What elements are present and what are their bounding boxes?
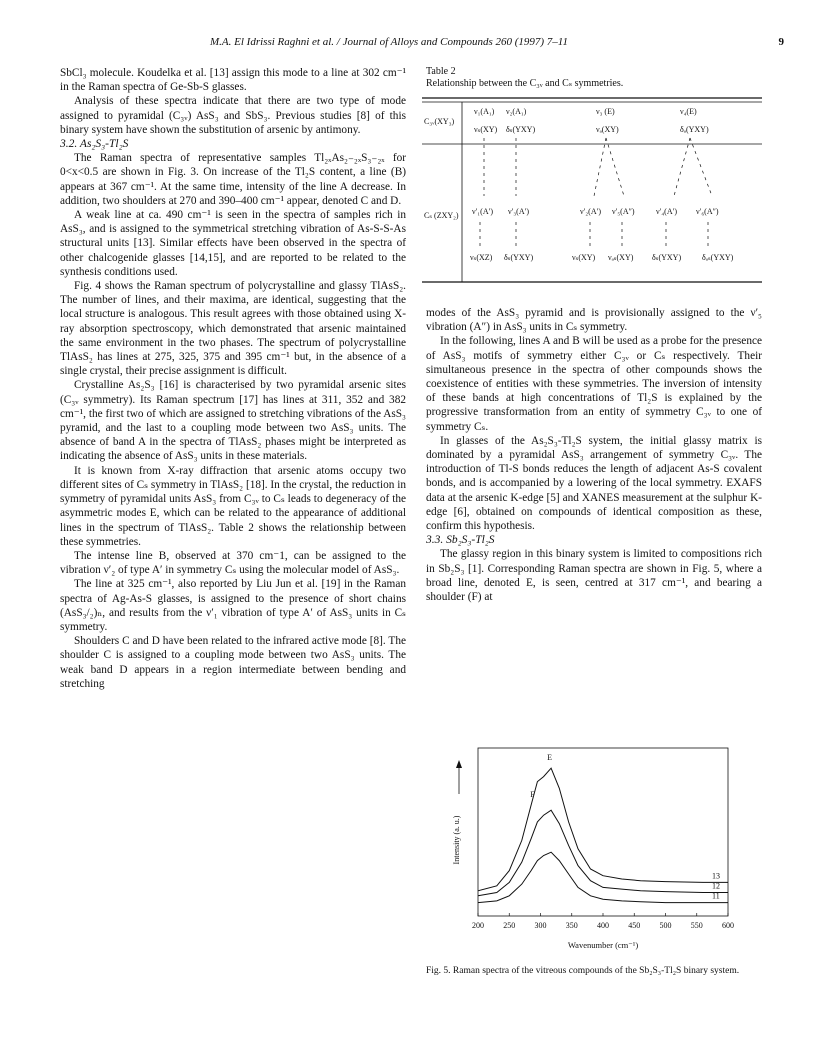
series-label: 11 bbox=[712, 891, 720, 901]
cs-coord: νₐₛ(XY) bbox=[608, 253, 634, 262]
paragraph: The intense line B, observed at 370 cm⁻1, can be assigned to the vibration ν′₂ of type A′ in symmetry Cₛ using the molecular model of AsS₃. bbox=[60, 549, 406, 577]
table-label: Table 2 bbox=[426, 66, 456, 77]
paragraph: It is known from X-ray diffraction that arsenic atoms occupy two different sites of Cₛ symmetry in TlAsS₂ [18]. In the crystal, the reduction in symmetry of pyramidal units AsS₃ from C₃ᵥ to Cₛ leads to degeneracy of the asymmetric modes E, which can be related to the appearance of additional lines in the spectrum of TlAsS₂. Table 2 shows the relationship between these symmetries. bbox=[60, 464, 406, 548]
cs-mode: ν′₆(A″) bbox=[696, 207, 719, 216]
x-tick-label: 200 bbox=[472, 921, 484, 930]
cs-mode: ν′₂(A′) bbox=[580, 207, 602, 216]
paragraph: Crystalline As₂S₃ [16] is characterised by two pyramidal arsenic sites (C₃ᵥ symmetry). Its Raman spectrum [17] has lines at 311, 352 and 382 cm⁻¹, the first two of which are assigned to stretching vibrations of the AsS₃ pyramid, and the last to a coupling mode between two AsS₃ units. The absence of band A in the spectra of TlAsS₂ phases might be interpreted as indicating the absence of AsS₃ units in these materials. bbox=[60, 379, 406, 463]
c3v-coord: δₛ(YXY) bbox=[506, 125, 536, 134]
c3v-coord: νₐ(XY) bbox=[596, 125, 619, 134]
paragraph: In the following, lines A and B will be used as a probe for the presence of AsS₃ motifs of symmetry either C₃ᵥ or Cₛ respectively. Their simultaneous presence in the spectra of other compounds shows the coexistence of entities with these symmetries. The inversion of intensity of these bands at high concentrations of Tl₂S is explained by the progressive transformation from an entity of symmetry C₃ᵥ to one of symmetry Cₛ. bbox=[426, 335, 762, 433]
left-column bbox=[60, 66, 406, 691]
table-title: Relationship between the C₃ᵥ and Cₛ symmetries. bbox=[426, 78, 624, 89]
c3v-mode: ν₄(E) bbox=[680, 107, 697, 116]
figure-caption: Fig. 5. Raman spectra of the vitreous compounds of the Sb₂S₃-Tl₂S binary system. bbox=[426, 966, 740, 976]
x-tick-label: 550 bbox=[690, 921, 703, 930]
paragraph: A weak line at ca. 490 cm⁻¹ is seen in the spectra of samples rich in AsS₃, and is assigned to the symmetrical stretching vibration of As-S-S-As structural units [13]. Similar effects have been observed in the spectra of other chalcogenide glasses [14,15], and are reported to be related to the synthesis conditions used. bbox=[60, 209, 406, 278]
y-axis-arrow bbox=[456, 760, 462, 794]
x-tick-label: 450 bbox=[628, 921, 641, 930]
spectrum-line-11 bbox=[478, 852, 728, 902]
row-label-c3v: C₃ᵥ(XY₃) bbox=[424, 117, 455, 126]
series-label-group bbox=[712, 871, 720, 900]
x-tick-label: 250 bbox=[503, 921, 516, 930]
y-axis-label: Intensity (a. u.) bbox=[452, 815, 461, 865]
paragraph: Fig. 4 shows the Raman spectrum of polycrystalline and glassy TlAsS₂. The number of lines, and their maxima, are identical, suggesting that the local structure is analogous. This result agrees with those obtained using X-ray absorption spectroscopy, which demonstrated that arsenic maintained the same environment in the two phases. The spectrum of polycrystalline TlAsS₂ has lines at 275, 325, 375 and 395 cm⁻¹ but, in the absence of a single crystal, their precise assignment is difficult. bbox=[60, 280, 406, 378]
x-tick-label: 300 bbox=[534, 921, 547, 930]
series-label: 13 bbox=[712, 871, 720, 881]
series-group bbox=[478, 768, 728, 902]
page-number: 9 bbox=[778, 36, 784, 48]
cs-mode: ν′₅(A″) bbox=[612, 207, 635, 216]
section-heading: 3.2. As₂S₃-Tl₂S bbox=[60, 138, 129, 151]
x-tick-label: 400 bbox=[597, 921, 609, 930]
peak-annotation: F bbox=[530, 790, 535, 800]
cs-coord: νₛ(XZ) bbox=[470, 253, 493, 262]
c3v-mode: ν₁(A₁) bbox=[474, 107, 495, 116]
cs-coord: νₛ(XY) bbox=[572, 253, 596, 262]
paragraph: In glasses of the As₂S₃-Tl₂S system, the initial glassy matrix is dominated by a pyramidal AsS₃ arrangement of symmetry C₃ᵥ. The introduction of Tl-S bonds reduces the length of adjacent As-S covalent bonds, and is accompanied by a lowering of the local symmetry. EXAFS data at the arsenic K-edge [5] and XANES measurement at the sulphur K-edge [6], obtained on compounds of identical composition as these, confirm this hypothesis. bbox=[426, 434, 762, 533]
x-tick-label: 600 bbox=[722, 921, 734, 930]
cs-mode: ν′₁(A′) bbox=[472, 207, 494, 216]
correlation-lines bbox=[484, 138, 712, 196]
x-tick-group bbox=[472, 913, 734, 930]
c3v-mode: ν₂(A₁) bbox=[506, 107, 527, 116]
right-column bbox=[426, 306, 762, 604]
correlation-lines bbox=[480, 222, 708, 246]
c3v-mode: ν₃ (E) bbox=[596, 107, 615, 116]
section-heading: 3.3. Sb₂S₃-Tl₂S bbox=[426, 534, 495, 547]
series-label: 12 bbox=[712, 881, 720, 891]
x-tick-label: 500 bbox=[659, 921, 672, 930]
plot-frame bbox=[478, 748, 728, 916]
table-caption bbox=[426, 66, 762, 90]
paragraph: The line at 325 cm⁻¹, also reported by Liu Jun et al. [19] in the Raman spectra of Ag-As-S glasses, is assigned to the presence of short chains (AsS₃/₂)ₙ, and results from the ν′₁ vibration of type A′ of AsS₃ units in Cₛ symmetry. bbox=[60, 578, 406, 633]
paragraph: The glassy region in this binary system is limited to compositions rich in Sb₂S₃ [1]. Corresponding Raman spectra are shown in Fig. 5, where a broad line, denoted E, is seen, centred at 317 cm⁻¹, and bearing a shoulder (F) at bbox=[426, 548, 762, 604]
cs-mode: ν′₃(A′) bbox=[508, 207, 530, 216]
c3v-coord: δₐ(YXY) bbox=[680, 125, 709, 134]
c3v-coord: νₛ(XY) bbox=[474, 125, 498, 134]
cs-coord: δₛ(YXY) bbox=[652, 253, 682, 262]
symmetry-correlation-table bbox=[422, 96, 762, 296]
x-axis-label: Wavenumber (cm⁻¹) bbox=[567, 940, 639, 950]
x-tick-label: 350 bbox=[565, 921, 578, 930]
cs-coord: δₛ(YXY) bbox=[504, 253, 534, 262]
paragraph: Analysis of these spectra indicate that there are two type of mode assigned to pyramidal (C₃ᵥ) AsS₃ and SbS₃. Previous studies [8] of this binary system have shown the substitution of arsenic by antimony. bbox=[60, 95, 406, 136]
spectrum-line-12 bbox=[478, 810, 728, 896]
paragraph: Shoulders C and D have been related to the infrared active mode [8]. The shoulder C is assigned to a coupling mode between two AsS₃ units. The weak band D appears in a region intermediate between bending and stretching bbox=[60, 635, 406, 690]
cs-mode: ν′₄(A′) bbox=[656, 207, 678, 216]
peak-annotation: E bbox=[547, 753, 553, 763]
cs-coord: δₐₛ(YXY) bbox=[702, 253, 734, 262]
running-head: M.A. El Idrissi Raghni et al. / Journal of Alloys and Compounds 260 (1997) 7–11 bbox=[210, 36, 568, 48]
paragraph: The Raman spectra of representative samples Tl₂ₓAs₂₋₂ₓS₃₋₂ₓ for 0<x<0.5 are shown in Fig. 3. On increase of the Tl₂S content, a line (B) appears at 367 cm⁻¹. At the same time, intensity of the line A decrease. In addition, two shoulders at 270 and 390–400 cm⁻¹ appear, denoted C and D. bbox=[60, 152, 406, 207]
row-label-cs: Cₛ (ZXY₂) bbox=[424, 211, 459, 220]
annotation-group bbox=[530, 753, 552, 799]
paragraph: modes of the AsS₃ pyramid and is provisionally assigned to the ν′₅ vibration (A″) in AsS₃ units in Cₛ symmetry. bbox=[426, 307, 762, 334]
paragraph: SbCl₃ molecule. Koudelka et al. [13] assign this mode to a line at 302 cm⁻¹ in the Raman spectra of Ge-Sb-S glasses. bbox=[60, 67, 406, 94]
raman-spectra-chart bbox=[448, 744, 738, 958]
